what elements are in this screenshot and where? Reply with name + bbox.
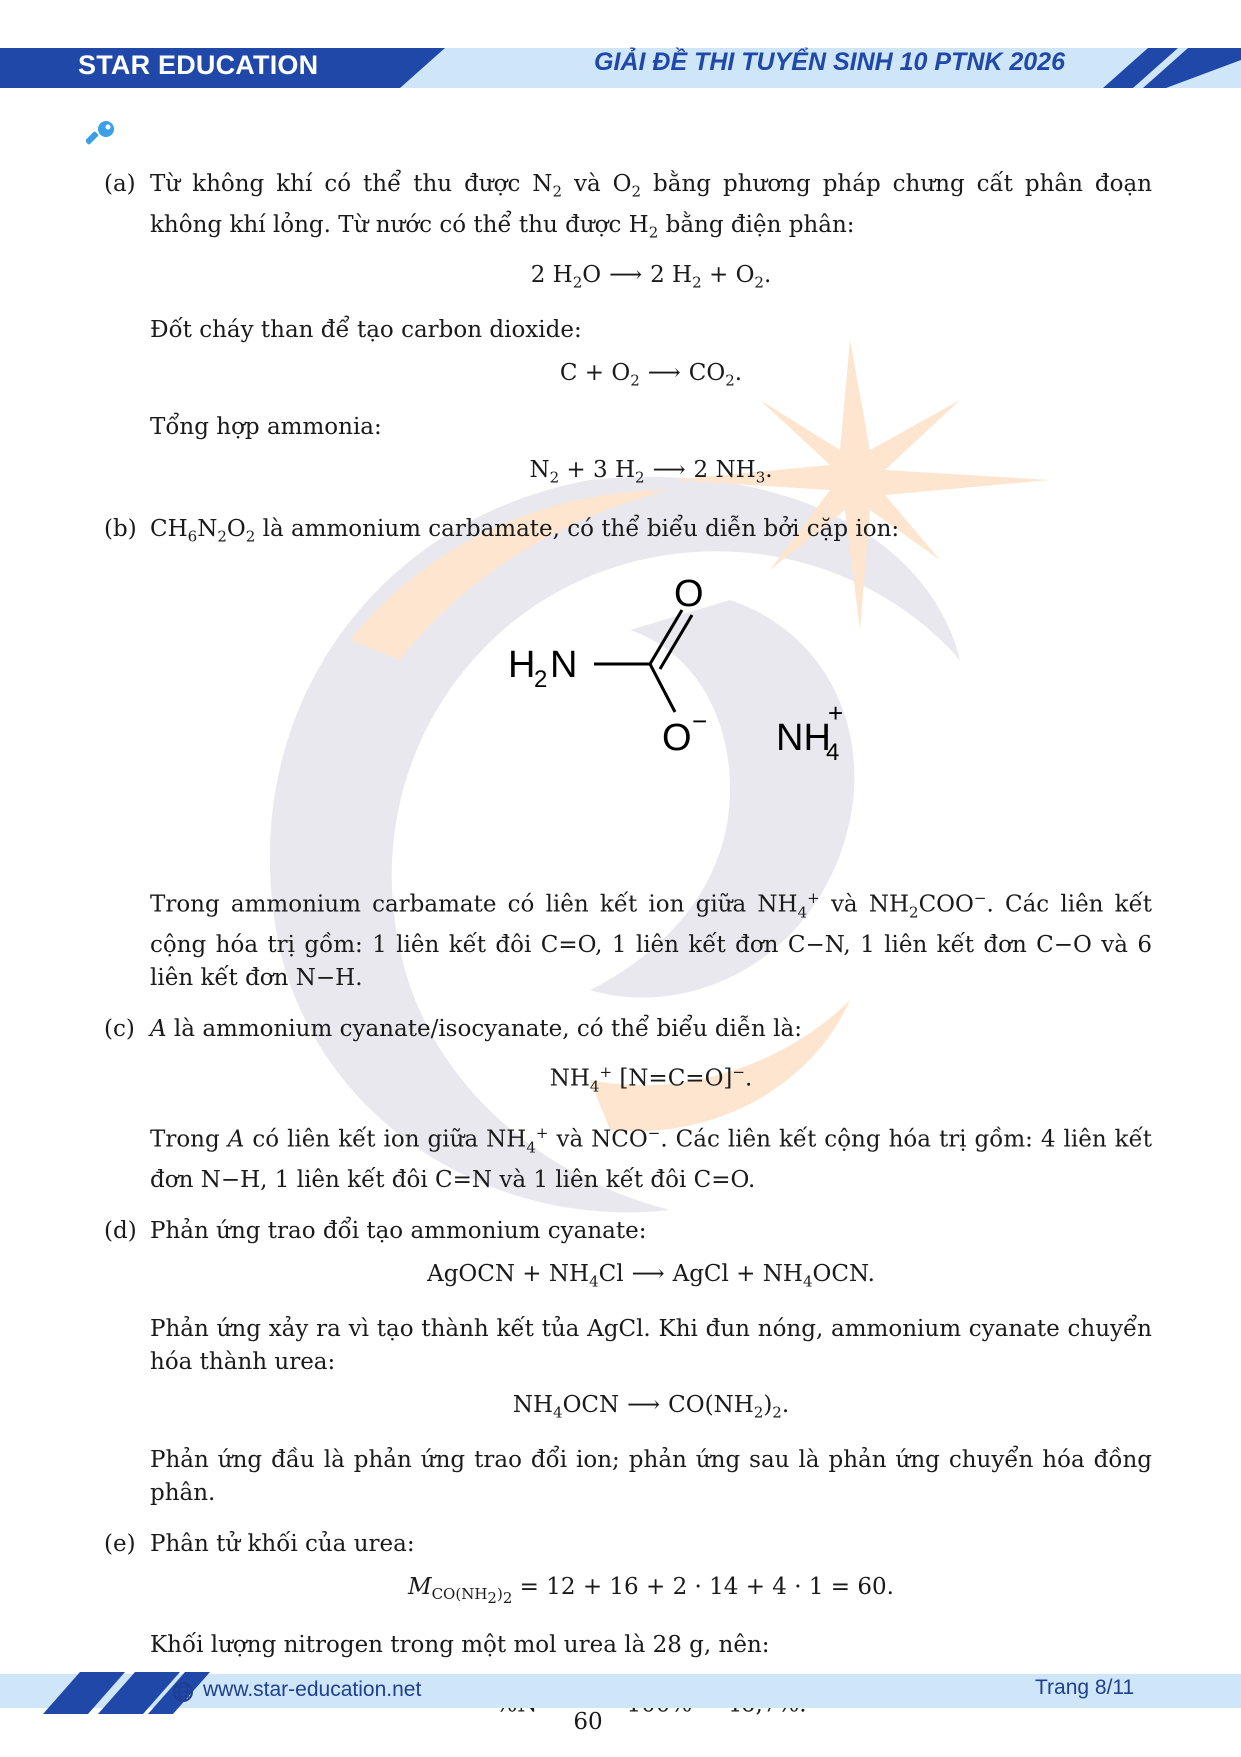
minus-sign: − <box>692 705 708 736</box>
carbamate-diagram <box>450 572 870 872</box>
ammonium-nh: NH <box>776 716 831 759</box>
eq-combustion: $C + O_2$ ⟶ $CO_2$. <box>559 359 743 390</box>
part-c <box>104 1013 1152 1198</box>
fraction: 60 <box>571 1672 604 1739</box>
part-e-intro: Phân tử khối của urea: <box>150 1530 415 1557</box>
part-b-tag: (b) <box>104 515 137 542</box>
oxygen-minus: O <box>662 716 692 759</box>
part-d-conclusion: Phản ứng đầu là phản ứng trao đổi ion; phản ứng sau là phản ứng chuyển hóa đồng phân. <box>150 1446 1152 1506</box>
eq-ammonia: $N_2 + 3$ $H_2$ ⟶ 2 $NH_3$. <box>529 457 773 487</box>
part-e-tag: (e) <box>104 1530 136 1557</box>
key-icon <box>86 118 118 150</box>
amine-n: N <box>550 643 578 686</box>
part-b-intro: $CH_6N_2O_2$ là ammonium carbamate, có thể biểu diễn bởi cặp ion: <box>150 515 900 546</box>
page-number: Trang 8/11 <box>1035 1676 1135 1699</box>
part-a-ammonia-text: Tổng hợp ammonia: <box>150 414 382 441</box>
brand-name: STAR EDUCATION <box>78 50 319 80</box>
part-c-tag: (c) <box>104 1015 135 1042</box>
eq-ammonium-cyanate: $NH_4^+$ [N=C=O]−. <box>549 1062 753 1096</box>
part-a-tag: (a) <box>104 171 136 197</box>
part-d-tag: (d) <box>104 1218 137 1245</box>
part-a <box>104 168 1152 495</box>
part-e-nitrogen: Khối lượng nitrogen trong một mol urea là 28 g, nên: <box>150 1632 770 1659</box>
eq-molar-mass: $M_{CO(NH_2)_2} = 12 + 16 + 2 \cdot 14 + 4 \cdot 1 = 60$. <box>408 1573 894 1608</box>
eq-exchange: AgOCN + $NH_4Cl$ ⟶ AgCl + $NH_4OCN$. <box>427 1261 875 1291</box>
part-b-bonds: Trong ammonium carbamate có liên kết ion giữa $NH_4^+$ và $NH_2COO^-$. Các liên kết cộng hóa trị gồm: 1 liên kết đôi C=O, 1 liên kết đơn C−N, 1 liên kết đơn C−O và 6 liên kết đơn N−H. <box>150 888 1153 991</box>
part-a-combustion-text: Đốt cháy than để tạo carbon dioxide: <box>150 316 582 343</box>
globe-icon <box>172 1681 194 1703</box>
eq-electrolysis: 2 $H_2O$ ⟶ 2 $H_2 + O_2$. <box>530 262 772 292</box>
solution-content <box>104 168 1152 1757</box>
part-d <box>104 1215 1152 1509</box>
ammonium-plus: + <box>828 697 844 728</box>
exam-title: GIẢI ĐỀ THI TUYỂN SINH 10 PTNK 2026 <box>594 48 1065 76</box>
ammonium-4: 4 <box>826 738 840 766</box>
oxygen-top: O <box>674 572 704 615</box>
part-d-intro: Phản ứng trao đổi tạo ammonium cyanate: <box>150 1218 647 1245</box>
website-link[interactable]: www.star-education.net <box>203 1678 422 1701</box>
amine-2: 2 <box>534 665 548 693</box>
carbamate-structure <box>150 562 1152 882</box>
amine-h: H <box>508 643 536 686</box>
part-c-bonds: Trong A có liên kết ion giữa $NH_4^+$ và NCO−. Các liên kết cộng hóa trị gồm: 4 liên kết đơn N−H, 1 liên kết đôi C=N và 1 liên kết đôi C=O. <box>150 1124 1152 1194</box>
eq-isomerization: $NH_4OCN$ ⟶ $CO(NH_2)_2$. <box>512 1391 790 1422</box>
part-a-intro: Từ không khí có thể thu được $N_2$ và $O_2$ bằng phương pháp chưng cất phân đoạn không khí lỏng. Từ nước có thể thu được $H_2$ bằng điện phân: <box>150 171 1153 242</box>
part-d-explain: Phản ứng xảy ra vì tạo thành kết tủa AgCl. Khi đun nóng, ammonium cyanate chuyển hóa thành urea: <box>150 1315 1152 1375</box>
part-c-intro: A là ammonium cyanate/isocyanate, có thể biểu diễn là: <box>150 1015 802 1042</box>
part-b <box>104 513 1152 995</box>
